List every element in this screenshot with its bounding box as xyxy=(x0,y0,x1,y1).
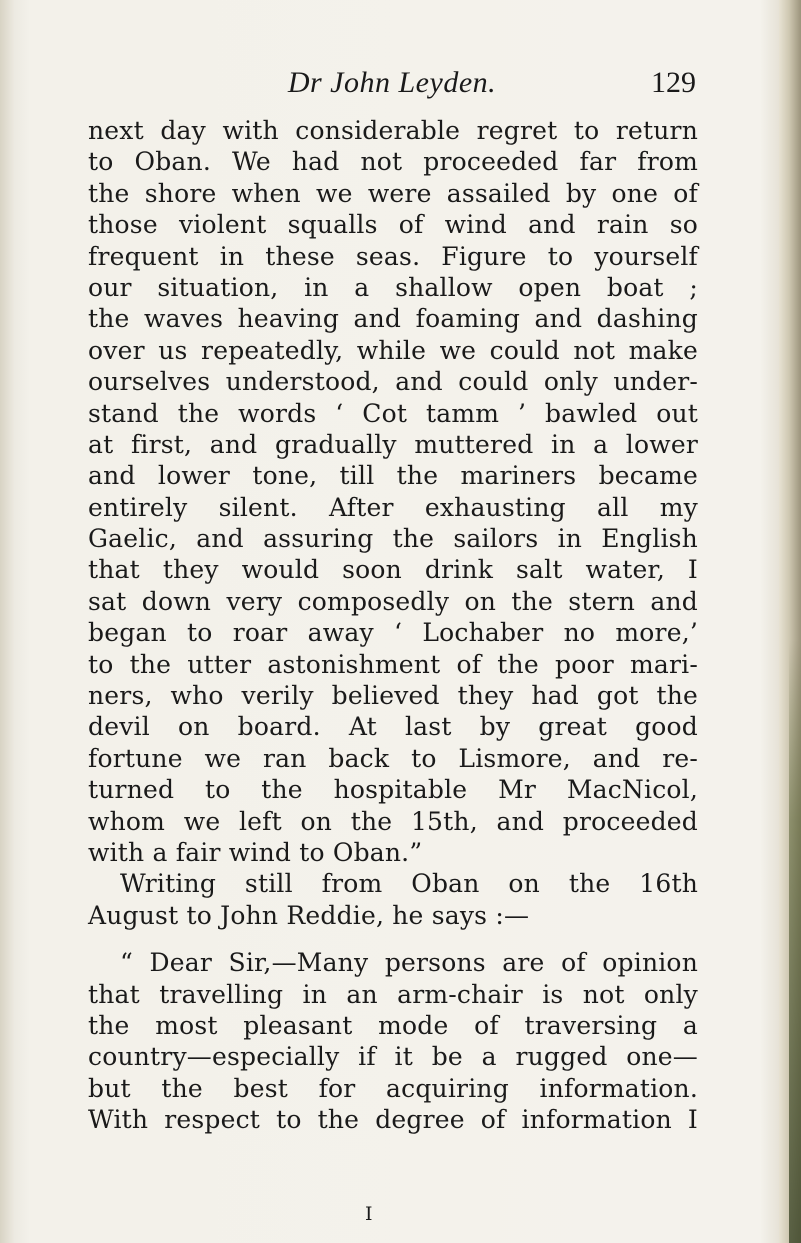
text-line: frequent in these seas. Figure to yourself xyxy=(88,241,698,271)
text-line: our situation, in a shallow open boat ; xyxy=(88,272,698,302)
text-line: Writing still from Oban on the 16th xyxy=(120,869,698,899)
signature-mark: I xyxy=(365,1203,373,1225)
text-line: ners, who verily believed they had got the xyxy=(88,681,698,711)
page-left-edge xyxy=(0,0,14,1243)
text-line: began to roar away ‘ Lochaber no more,’ xyxy=(88,618,698,648)
text-line: the most pleasant mode of traversing a xyxy=(88,1010,698,1040)
text-line: Gaelic, and assuring the sailors in English xyxy=(88,524,698,554)
paragraph-gap xyxy=(88,931,698,947)
running-title: Dr John Leyden. xyxy=(287,66,497,99)
text-line: that travelling in an arm-chair is not only xyxy=(88,979,698,1009)
text-line: August to John Reddie, he says :— xyxy=(88,900,530,930)
text-line: devil on board. At last by great good xyxy=(88,712,698,742)
page-number: 129 xyxy=(651,66,696,99)
text-line: turned to the hospitable Mr MacNicol, xyxy=(88,775,698,805)
text-line: those violent squalls of wind and rain so xyxy=(88,210,698,240)
text-line: next day with considerable regret to return xyxy=(88,116,698,145)
body-text xyxy=(88,115,698,1136)
text-line: With respect to the degree of information I xyxy=(88,1105,698,1135)
text-line: sat down very composedly on the stern and xyxy=(88,586,698,616)
text-line: to Oban. We had not proceeded far from xyxy=(88,147,698,177)
text-line: but the best for acquiring information. xyxy=(88,1073,698,1103)
text-line: whom we left on the 15th, and proceeded xyxy=(88,806,698,836)
text-line: at first, and gradually muttered in a lower xyxy=(88,429,698,459)
text-line: and lower tone, till the mariners became xyxy=(88,461,698,491)
page-edge-shadow xyxy=(789,640,801,1243)
text-line: “ Dear Sir,—Many persons are of opinion xyxy=(120,948,698,978)
text-line: over us repeatedly, while we could not make xyxy=(88,335,698,365)
text-line: that they would soon drink salt water, I xyxy=(88,555,698,585)
text-line: the waves heaving and foaming and dashing xyxy=(88,304,698,334)
text-line: fortune we ran back to Lismore, and re- xyxy=(88,743,698,773)
text-line: the shore when we were assailed by one of xyxy=(88,178,698,208)
text-line: entirely silent. After exhausting all my xyxy=(88,492,698,522)
text-line: country—especially if it be a rugged one— xyxy=(88,1042,698,1072)
text-line: ourselves understood, and could only under- xyxy=(88,367,698,397)
text-line: with a fair wind to Oban.” xyxy=(88,837,423,867)
text-line: to the utter astonishment of the poor mari- xyxy=(88,649,698,679)
text-line: stand the words ‘ Cot tamm ’ bawled out xyxy=(88,398,698,428)
page-header xyxy=(88,62,696,106)
